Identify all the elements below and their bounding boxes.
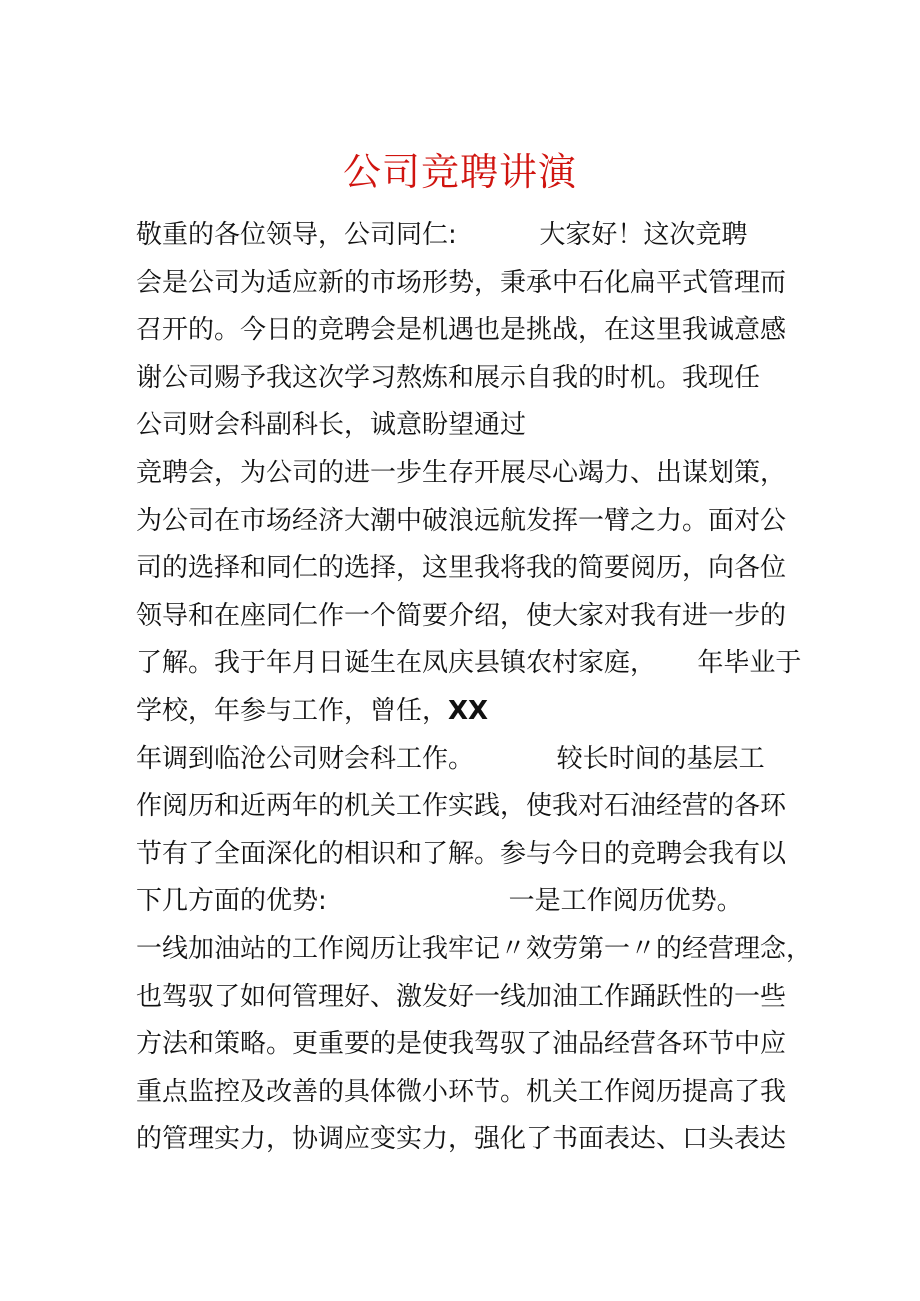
line-text: 作阅历和近两年的机关工作实践，使我对石油经营的各环 bbox=[136, 791, 787, 822]
line-text: 重点监控及改善的具体微小环节。机关工作阅历提高了我 bbox=[136, 1076, 787, 1107]
paragraph-line bbox=[136, 1021, 836, 1069]
paragraph-line bbox=[136, 736, 836, 784]
line-text: 召开的。今日的竞聘会是机遇也是挑战，在这里我诚意感 bbox=[136, 315, 787, 346]
line-text: 谢公司赐予我这次学习熬炼和展示自我的时机。我现任 bbox=[136, 362, 761, 393]
paragraph-line bbox=[136, 260, 836, 308]
document-title: 公司竞聘讲演 bbox=[342, 150, 577, 194]
line-text: 的管理实力，协调应变实力，强化了书面表达、口头表达 bbox=[136, 1124, 787, 1155]
placeholder-xx: XX bbox=[448, 695, 489, 726]
paragraph-line bbox=[136, 640, 836, 688]
line-text: 下几方面的优势: 一是工作阅历优势。 bbox=[136, 886, 743, 917]
paragraph-line bbox=[136, 212, 836, 260]
paragraph-line bbox=[136, 926, 836, 974]
line-text: 领导和在座同仁作一个简要介绍，使大家对我有进一步的 bbox=[136, 600, 787, 631]
paragraph-line bbox=[136, 831, 836, 879]
line-text: 方法和策略。更重要的是使我驾驭了油品经营各环节中应 bbox=[136, 1029, 787, 1060]
paragraph-line bbox=[136, 593, 836, 641]
paragraph-line bbox=[136, 450, 836, 498]
line-text: 也驾驭了如何管理好、激发好一线加油工作踊跃性的一些 bbox=[136, 981, 787, 1012]
paragraph-line bbox=[136, 402, 836, 450]
paragraph-line bbox=[136, 878, 836, 926]
line-text: 为公司在市场经济大潮中破浪远航发挥一臂之力。面对公 bbox=[136, 505, 787, 536]
paragraph-line bbox=[136, 783, 836, 831]
line-text: 了解。我于年月日诞生在凤庆县镇农村家庭， 年毕业于 bbox=[136, 648, 802, 679]
paragraph-line bbox=[136, 545, 836, 593]
line-text: 公司财会科副科长，诚意盼望通过 bbox=[136, 410, 527, 441]
paragraph-line bbox=[136, 1116, 836, 1164]
line-text: 会是公司为适应新的市场形势，秉承中石化扁平式管理而 bbox=[136, 267, 787, 298]
line-text: 敬重的各位领导，公司同仁: 大家好！这次竞聘 bbox=[136, 220, 748, 250]
line-text: 节有了全面深化的相识和了解。参与今日的竞聘会我有以 bbox=[136, 838, 787, 869]
line-text: 一线加油站的工作阅历让我牢记〃效劳第一〃的经营理念， bbox=[136, 933, 813, 964]
line-text: 竞聘会，为公司的进一步生存开展尽心竭力、出谋划策， bbox=[136, 457, 787, 488]
paragraph-line bbox=[136, 974, 836, 1022]
paragraph-line bbox=[136, 1069, 836, 1117]
document-body bbox=[136, 212, 836, 1164]
paragraph-line bbox=[136, 498, 836, 546]
line-text: 年调到临沧公司财会科工作。 较长时间的基层工 bbox=[136, 743, 765, 774]
paragraph-line bbox=[136, 355, 836, 403]
line-text: 学校，年参与工作，曾任， bbox=[136, 695, 449, 726]
line-text: 司的选择和同仁的选择，这里我将我的简要阅历，向各位 bbox=[136, 553, 787, 584]
paragraph-line bbox=[136, 688, 836, 736]
paragraph-line bbox=[136, 307, 836, 355]
